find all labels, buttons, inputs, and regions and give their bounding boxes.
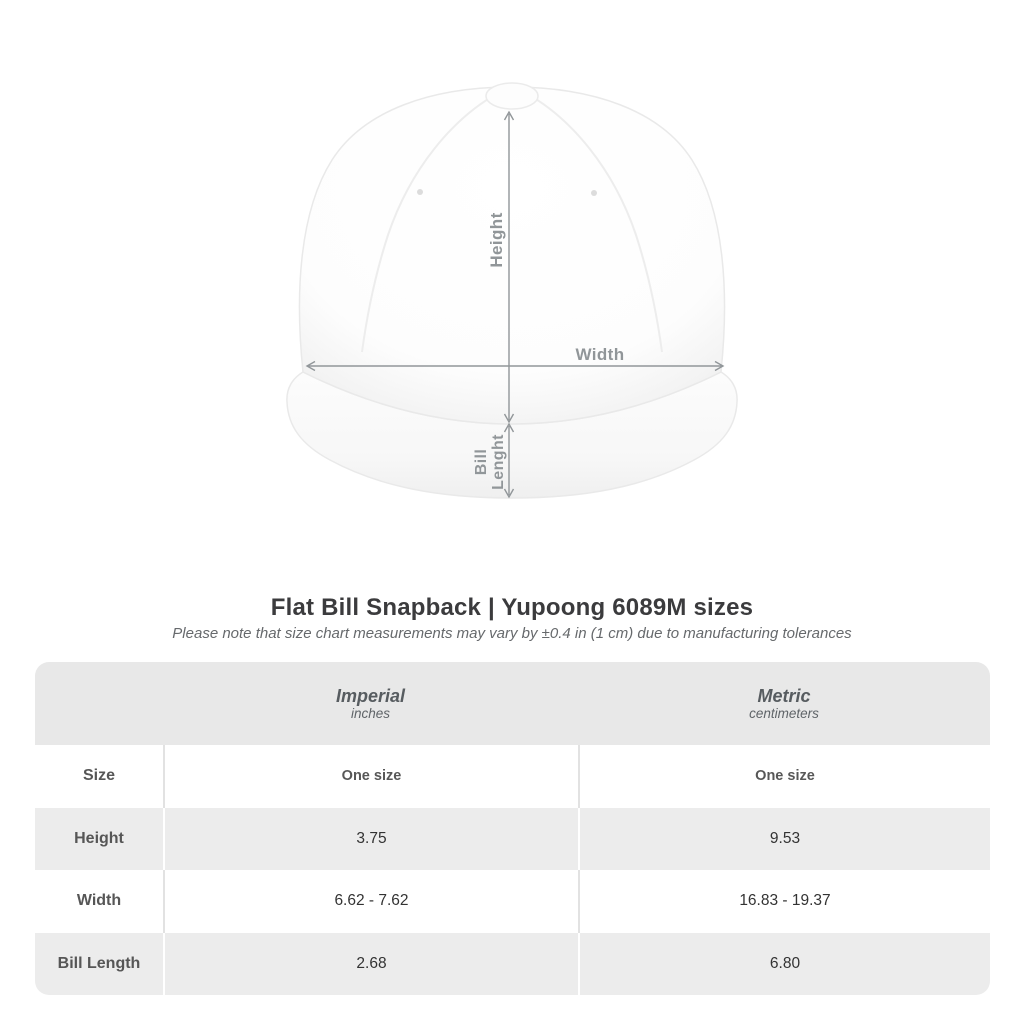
header-metric	[578, 686, 990, 722]
table-header	[35, 662, 990, 745]
metric-value: 6.80	[578, 933, 990, 996]
bill-length-dimension-label	[473, 434, 507, 490]
metric-value: 16.83 - 19.37	[578, 870, 990, 933]
height-dimension-label: Height	[487, 212, 506, 268]
row-label: Height	[74, 829, 124, 847]
header-imperial	[163, 686, 578, 722]
hat-crown	[299, 87, 724, 424]
bill-label-line2: Lenght	[490, 434, 507, 490]
bill-label-line1: Bill	[473, 448, 490, 476]
row-label: Bill Length	[57, 954, 141, 972]
hat-eyelet-right	[591, 190, 597, 196]
table-row-bill-length	[35, 933, 990, 996]
table-row-size	[35, 745, 990, 808]
row-label: Width	[76, 892, 122, 910]
table-row-height	[35, 808, 990, 871]
hat-button	[486, 83, 538, 109]
metric-value: One size	[578, 745, 990, 808]
metric-label: Metric	[757, 685, 811, 706]
width-dimension-label: Width	[575, 345, 625, 364]
page-title: Flat Bill Snapback | Yupoong 6089M sizes	[270, 594, 754, 621]
table-row-width	[35, 870, 990, 933]
imperial-value: 3.75	[163, 808, 578, 871]
size-table	[35, 662, 990, 995]
imperial-value: 6.62 - 7.62	[163, 870, 578, 933]
tolerance-note: Please note that size chart measurements may vary by ±0.4 in (1 cm) due to manufacturing tolerances	[172, 625, 852, 642]
metric-value: 9.53	[578, 808, 990, 871]
row-label: Size	[82, 767, 115, 785]
metric-unit: centimeters	[749, 705, 819, 721]
imperial-value: One size	[163, 745, 578, 808]
imperial-label: Imperial	[335, 685, 406, 706]
hat-eyelet-left	[417, 189, 423, 195]
imperial-unit: inches	[350, 705, 391, 721]
imperial-value: 2.68	[163, 933, 578, 996]
